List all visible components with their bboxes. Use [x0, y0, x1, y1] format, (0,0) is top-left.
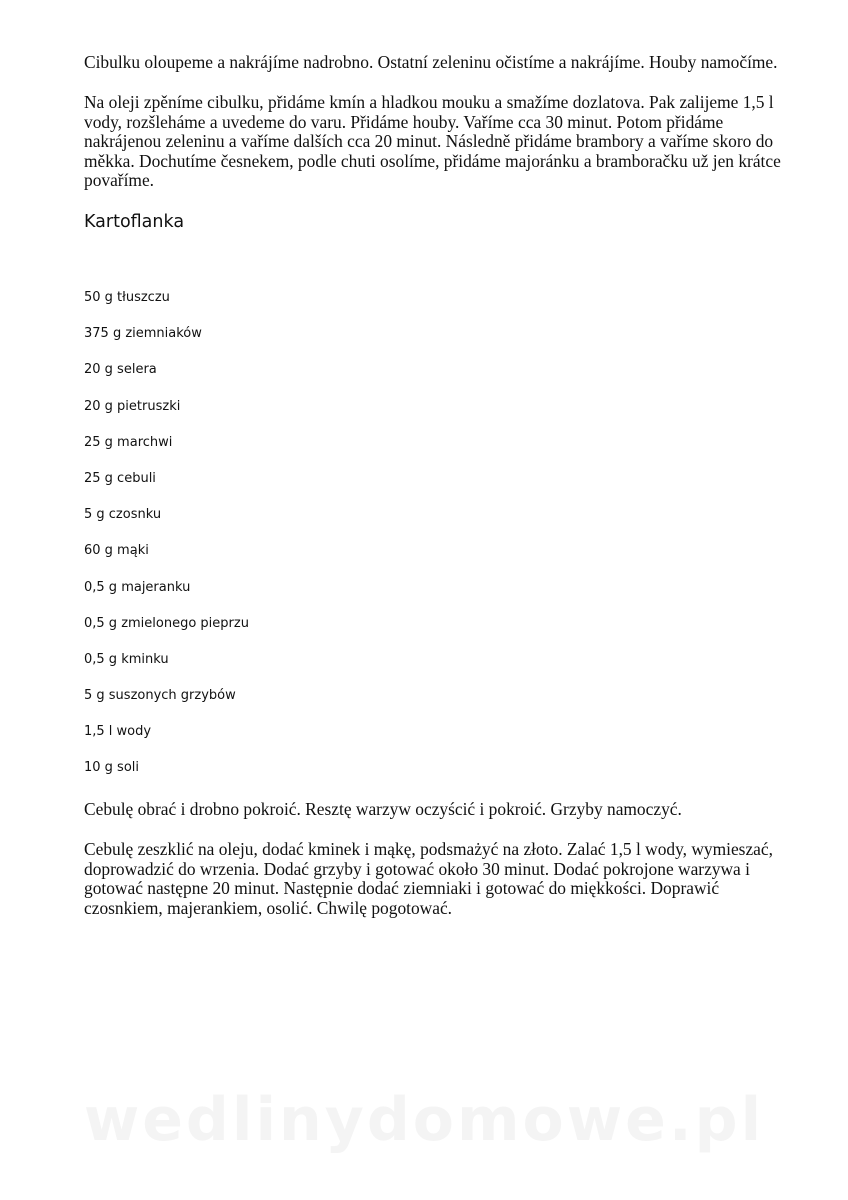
ingredient-item: 0,5 g zmielonego pieprzu	[84, 615, 249, 631]
ingredient-item: 10 g soli	[84, 760, 140, 776]
czech-paragraph-preparation: Cibulku oloupeme a nakrájíme nadrobno. Ostatní zeleninu očistíme a nakrájíme. Houby namočíme.	[84, 52, 778, 72]
ingredient-item: 5 g czosnku	[84, 507, 162, 523]
ingredient-item: 25 g cebuli	[84, 470, 156, 486]
ingredient-item: 20 g pietruszki	[84, 398, 181, 414]
czech-paragraph-cooking: Na oleji zpěníme cibulku, přidáme kmín a hladkou mouku a smažíme dozlatova. Pak zalijeme 1,5 l vody, rozšleháme a uvedeme do varu. Přidáme houby. Vaříme cca 30 minut. Potom přidáme nakrájenou zeleninu a vaříme dalších cca 20 minut. Následně přidáme brambory a vaříme skoro do měkka. Dochutíme česnekem, podle chuti osolíme, přidáme majoránku a bramboračku už jen krátce povaříme.	[84, 92, 781, 190]
instructions-paragraph-cooking: Cebulę zeszklić na oleju, dodać kminek i mąkę, podsmażyć na złoto. Zalać 1,5 l wody, wymieszać, doprowadzić do wrzenia. Dodać grzyby i gotować około 30 minut. Dodać pokrojone warzywa i gotować następne 20 minut. Następnie dodać ziemniaki i gotować do miękkości. Doprawić czosnkiem, majerankiem, osolić. Chwilę pogotować.	[84, 839, 773, 918]
ingredient-item: 20 g selera	[84, 362, 157, 378]
instructions-paragraph-preparation: Cebulę obrać i drobno pokroić. Resztę warzyw oczyścić i pokroić. Grzyby namoczyć.	[84, 799, 682, 819]
ingredient-item: 50 g tłuszczu	[84, 290, 170, 305]
ingredient-item: 0,5 g kminku	[84, 651, 169, 667]
ingredient-item: 0,5 g majeranku	[84, 579, 191, 595]
ingredients-list	[84, 288, 249, 795]
ingredient-item: 375 g ziemniaków	[84, 326, 202, 342]
ingredient-item: 25 g marchwi	[84, 434, 173, 450]
watermark: wedlinydomowe.pl	[83, 1085, 765, 1155]
ingredient-item: 1,5 l wody	[84, 724, 152, 740]
ingredient-item: 60 g mąki	[84, 543, 149, 559]
ingredient-item: 5 g suszonych grzybów	[84, 688, 236, 704]
recipe-title: Kartoflanka	[84, 212, 185, 232]
